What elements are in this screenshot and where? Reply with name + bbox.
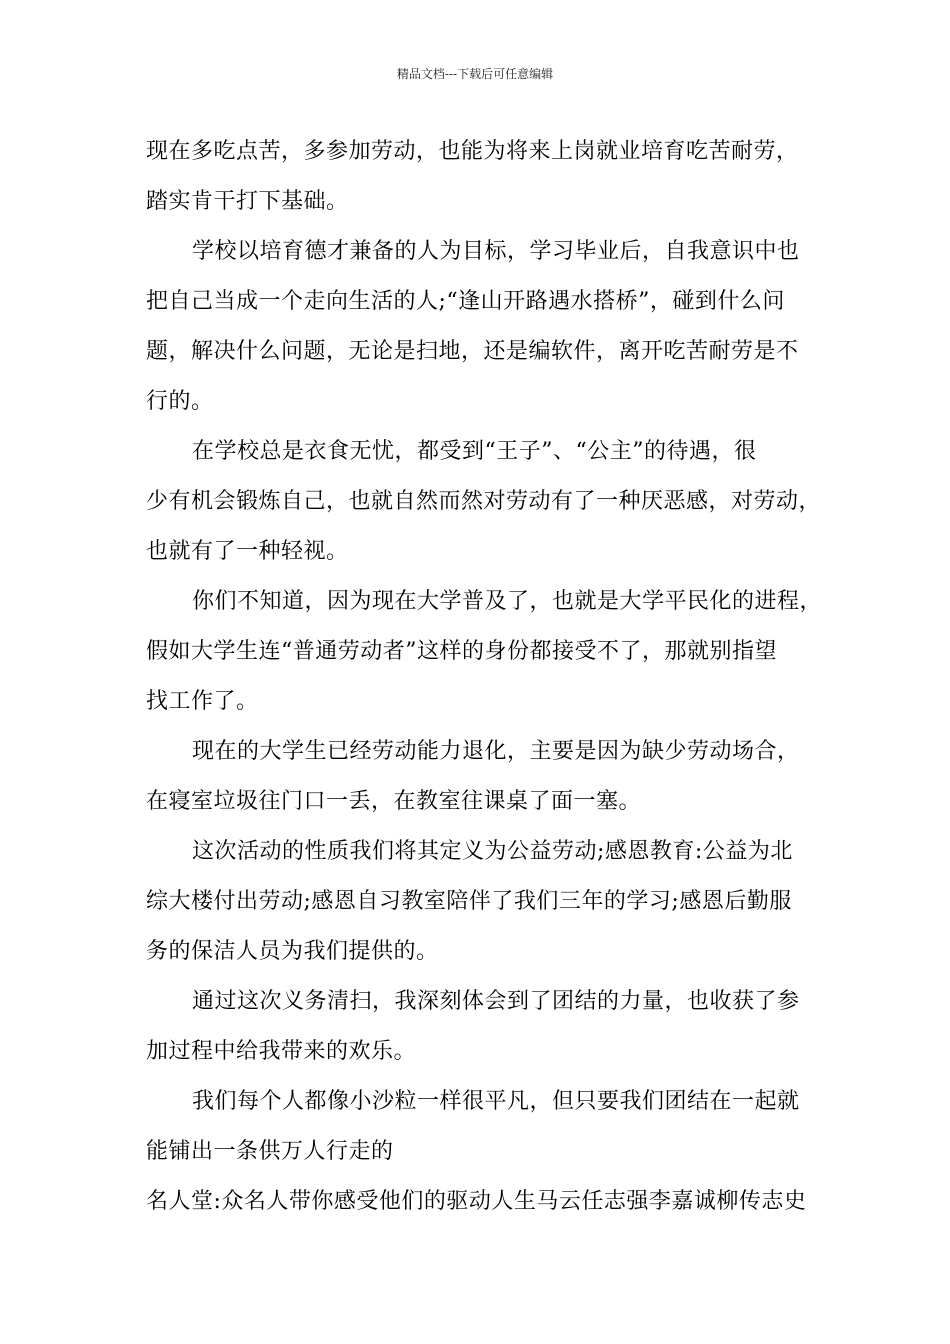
paragraph-line: 加过程中给我带来的欢乐。 <box>146 1039 417 1064</box>
paragraph-line: 也就有了一种轻视。 <box>146 539 349 564</box>
paragraph-line: 把自己当成一个走向生活的人;“逢山开路遇水搭桥”，碰到什么问 <box>146 289 785 314</box>
page-header: 精品文档---下载后可任意编辑 <box>396 67 554 81</box>
paragraph-line: 你们不知道，因为现在大学普及了，也就是大学平民化的进程， <box>192 589 823 614</box>
paragraph-line: 在寝室垃圾往门口一丢，在教室往课桌了面一塞。 <box>146 789 642 814</box>
paragraph-line: 在学校总是衣食无忧，都受到“王子”、“公主”的待遇，很 <box>192 439 757 464</box>
paragraph-line: 能铺出一条供万人行走的 <box>146 1139 394 1164</box>
document-body <box>146 127 826 1227</box>
paragraph-line: 找工作了。 <box>146 689 259 714</box>
paragraph-line: 踏实肯干打下基础。 <box>146 189 349 214</box>
paragraph-line: 综大楼付出劳动;感恩自习教室陪伴了我们三年的学习;感恩后勤服 <box>146 889 792 914</box>
paragraph-line: 通过这次义务清扫，我深刻体会到了团结的力量，也收获了参 <box>192 989 800 1014</box>
paragraph-line: 少有机会锻炼自己，也就自然而然对劳动有了一种厌恶感，对劳动， <box>146 489 822 514</box>
paragraph-line: 假如大学生连“普通劳动者”这样的身份都接受不了，那就别指望 <box>146 639 777 664</box>
paragraph-line: 现在的大学生已经劳动能力退化，主要是因为缺少劳动场合， <box>192 739 800 764</box>
paragraph-line: 我们每个人都像小沙粒一样很平凡，但只要我们团结在一起就 <box>192 1089 800 1114</box>
paragraph-line: 行的。 <box>146 389 214 414</box>
paragraph-line: 题，解决什么问题，无论是扫地，还是编软件，离开吃苦耐劳是不 <box>146 339 799 364</box>
paragraph-line: 务的保洁人员为我们提供的。 <box>146 939 439 964</box>
paragraph-line: 名人堂:众名人带你感受他们的驱动人生马云任志强李嘉诚柳传志史 <box>146 1189 807 1214</box>
paragraph-line: 现在多吃点苦，多参加劳动，也能为将来上岗就业培育吃苦耐劳， <box>146 139 799 164</box>
paragraph-line: 这次活动的性质我们将其定义为公益劳动;感恩教育:公益为北 <box>192 839 793 864</box>
paragraph-line: 学校以培育德才兼备的人为目标，学习毕业后，自我意识中也 <box>192 239 800 264</box>
